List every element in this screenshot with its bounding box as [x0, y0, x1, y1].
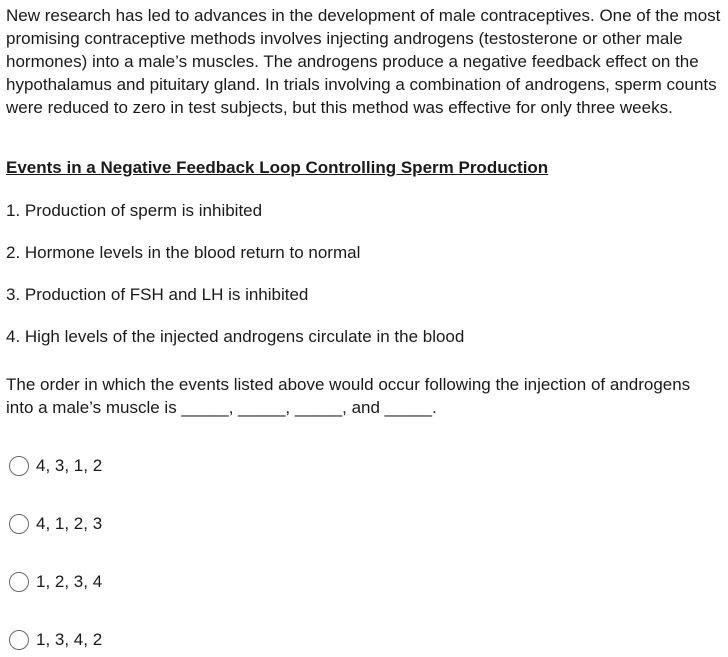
- event-item-2: 2. Hormone levels in the blood return to normal: [6, 243, 361, 262]
- events-heading: Events in a Negative Feedback Loop Controlling Sperm Production: [6, 158, 549, 177]
- radio-button-icon[interactable]: [9, 572, 29, 592]
- answer-option-4[interactable]: [9, 630, 102, 650]
- question-prompt: The order in which the events listed above would occur following the injection of androgens into a male’s muscle is _____, _____, _____, and _____.: [6, 375, 691, 417]
- answer-option-2[interactable]: [9, 514, 102, 534]
- radio-button-icon[interactable]: [9, 456, 29, 476]
- answer-option-3[interactable]: [9, 572, 102, 592]
- answer-option-label: 4, 1, 2, 3: [36, 514, 103, 533]
- event-item-3: 3. Production of FSH and LH is inhibited: [6, 285, 309, 304]
- radio-button-icon[interactable]: [9, 514, 29, 534]
- event-item-4: 4. High levels of the injected androgens circulate in the blood: [6, 327, 465, 346]
- answer-option-label: 1, 2, 3, 4: [36, 572, 103, 591]
- intro-paragraph: New research has led to advances in the development of male contraceptives. One of the most promising contraceptive methods involves injecting androgens (testosterone or other male hormones) into a male’s muscles. The androgens produce a negative feedback effect on the hypothalamus and pituitary gland. In trials involving a combination of androgens, sperm counts were reduced to zero in test subjects, but this method was effective for only three weeks.: [6, 6, 721, 117]
- answer-option-1[interactable]: [9, 456, 102, 476]
- answer-option-label: 4, 3, 1, 2: [36, 456, 103, 475]
- answer-option-label: 1, 3, 4, 2: [36, 630, 103, 649]
- radio-button-icon[interactable]: [9, 630, 29, 650]
- event-item-1: 1. Production of sperm is inhibited: [6, 201, 263, 220]
- question-page: [6, 4, 722, 649]
